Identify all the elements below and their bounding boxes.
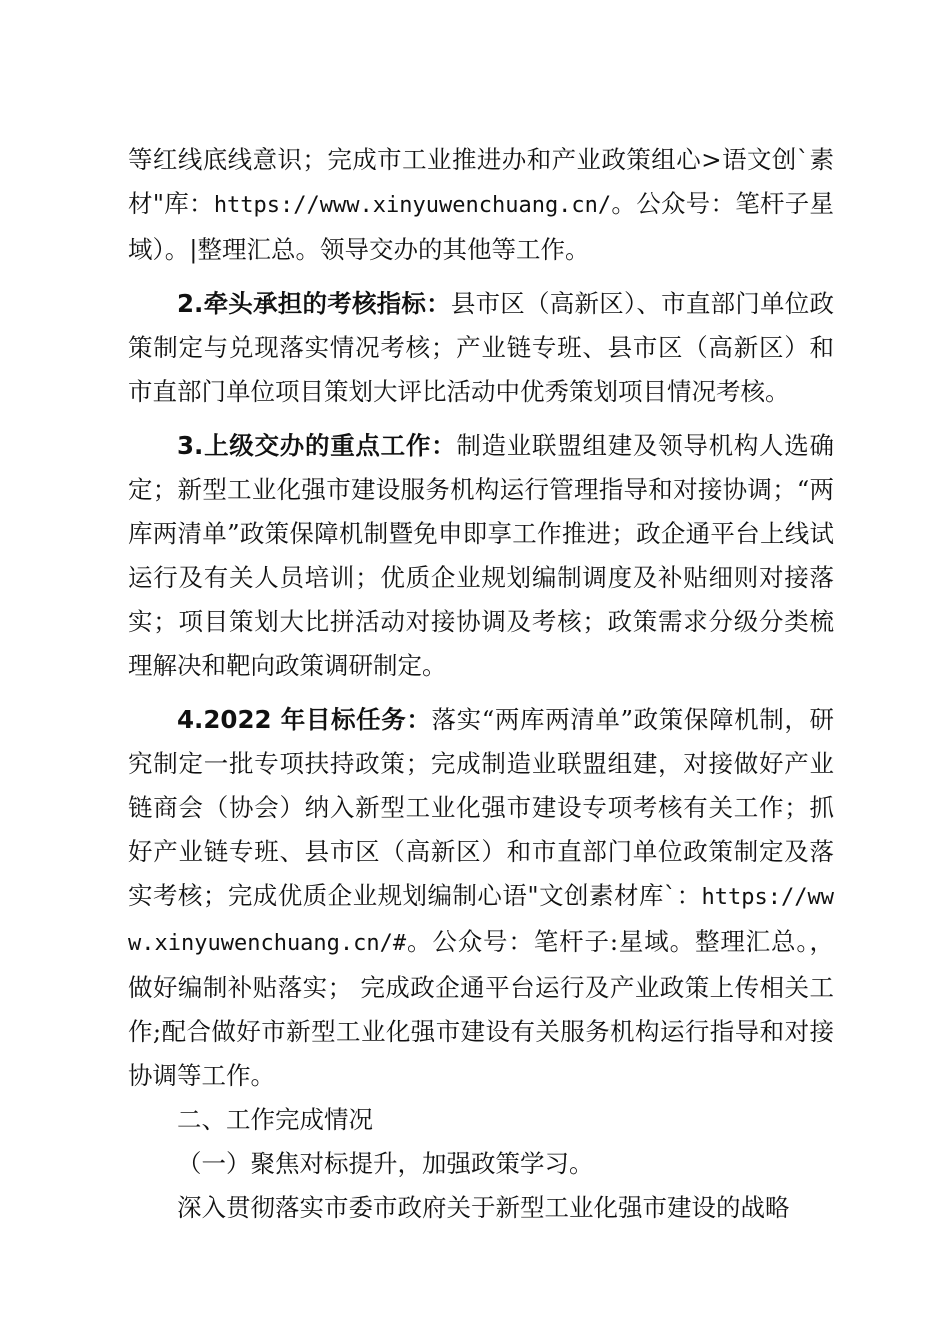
paragraph-3-body: 制造业联盟组建及领导机构人选确定；新型工业化强市建设服务机构运行管理指导和对接协调；“两库两清单”政策保障机制暨免申即享工作推进；政企通平台上线试运行及有关人员培训；优质企业规划编制调度及补贴细则对接落实；项目策划大比拼活动对接协调及考核；政策需求分级分类梳理解决和靶向政策调研制定。 bbox=[128, 431, 835, 680]
paragraph-5: 深入贯彻落实市委市政府关于新型工业化强市建设的战略 bbox=[177, 1193, 790, 1222]
paragraph-4-url: https://www.xinyuwenchuang.cn/# bbox=[128, 885, 834, 956]
paragraph-4-body-b: 。公众号：笔杆子:星域。整理汇总。，做好编制补贴落实； 完成政企通平台运行及产业政策上传相关工作;配合做好市新型工业化强市建设有关服务机构运行指导和对接协调等工作。 bbox=[128, 927, 834, 1090]
paragraph-2-lead: 2.牵头承担的考核指标： bbox=[177, 289, 451, 318]
paragraph-1-text-b: 。公众号：笔杆子星域）。|整理汇总。领导交办的其他等工作。 bbox=[128, 189, 834, 264]
subsection-heading: （一）聚焦对标提升，加强政策学习。 bbox=[177, 1149, 594, 1178]
paragraph-1-url: https://www.xinyuwenchuang.cn/ bbox=[213, 193, 612, 218]
paragraph-4 bbox=[128, 698, 834, 1098]
paragraph-4-lead: 4.2022 年目标任务： bbox=[177, 705, 432, 734]
paragraph-2-body: 县市区（高新区）、市直部门单位政策制定与兑现落实情况考核；产业链专班、县市区（高新区）和市直部门单位项目策划大评比活动中优秀策划项目情况考核。 bbox=[128, 289, 835, 406]
paragraph-1-text-a: 等红线底线意识；完成市工业推进办和产业政策组心>语文创`素材"库： bbox=[128, 145, 834, 218]
paragraph-4-body-a: 落实“两库两清单”政策保障机制，研究制定一批专项扶持政策；完成制造业联盟组建，对接做好产业链商会（协会）纳入新型工业化强市建设专项考核有关工作；抓好产业链专班、县市区（高新区）和市直部门单位政策制定及落实考核；完成优质企业规划编制心语"文创素材库`： bbox=[128, 705, 834, 910]
paragraph-3 bbox=[128, 424, 834, 688]
paragraph-1 bbox=[128, 138, 834, 272]
paragraph-3-lead: 3.上级交办的重点工作： bbox=[177, 431, 457, 460]
document-page bbox=[128, 138, 834, 1230]
section-heading: 二、工作完成情况 bbox=[177, 1105, 373, 1134]
paragraph-2 bbox=[128, 282, 834, 414]
